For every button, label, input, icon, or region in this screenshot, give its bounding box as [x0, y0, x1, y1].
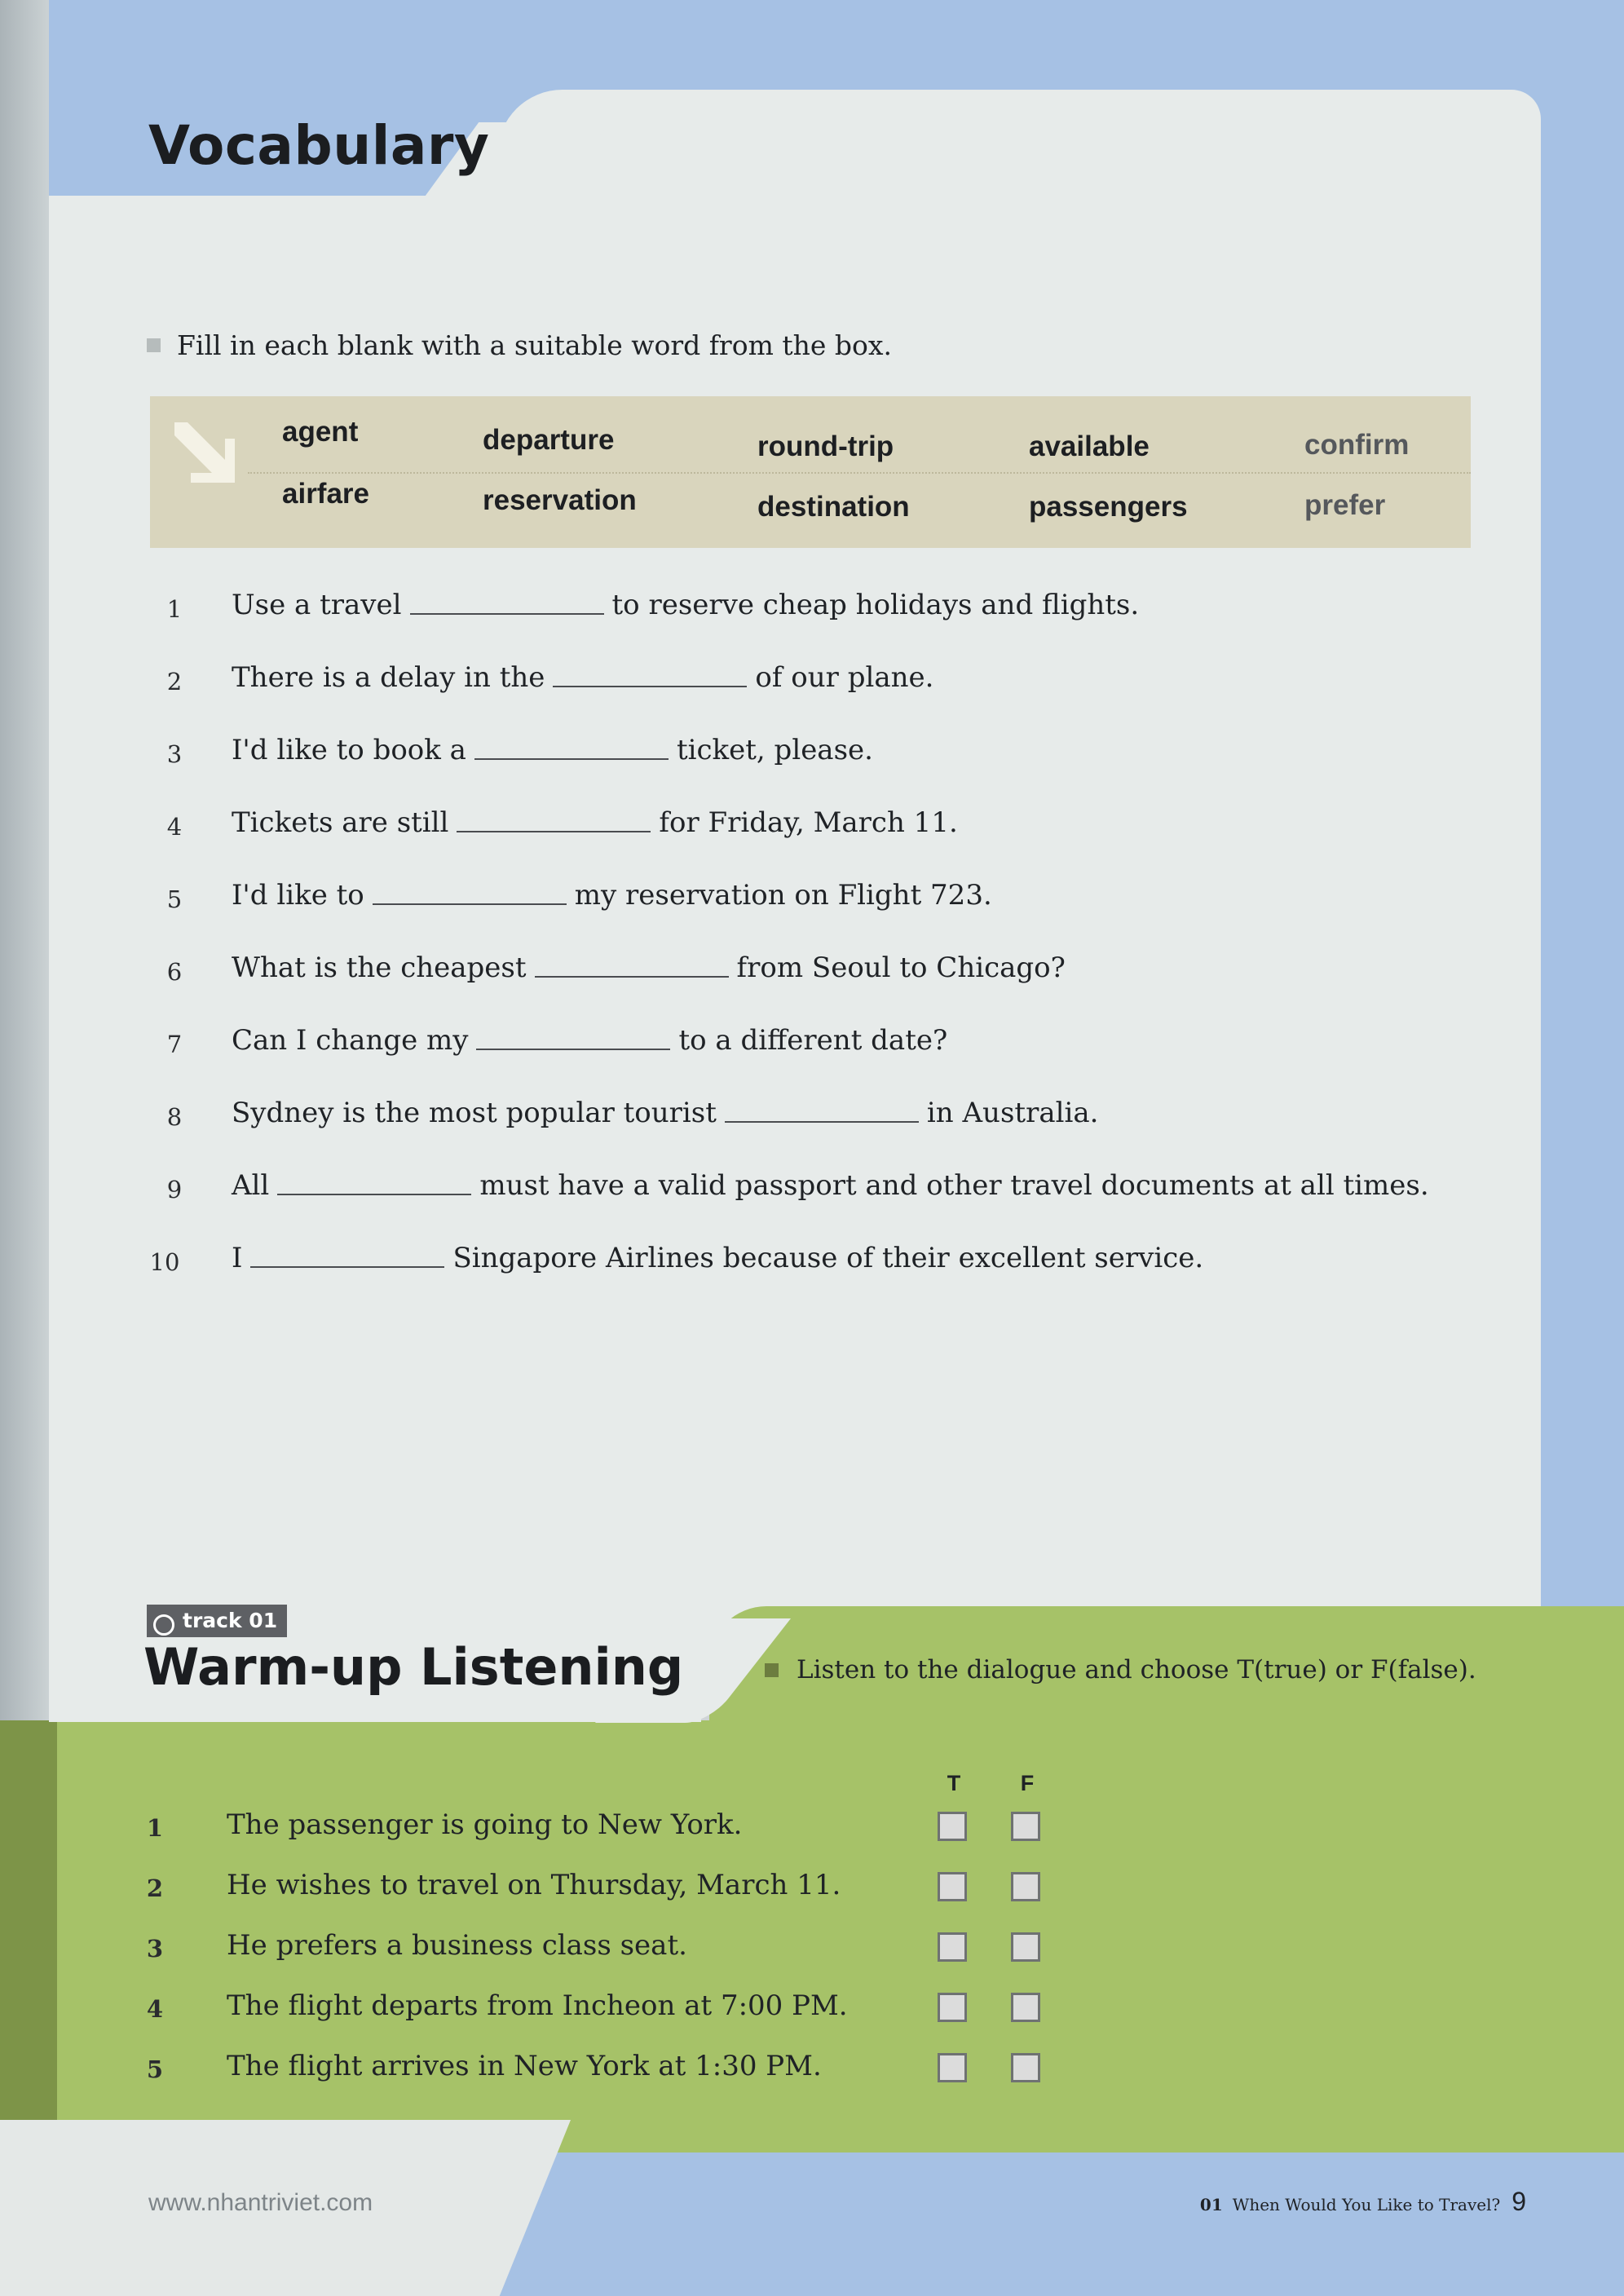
statement-text: The flight departs from Incheon at 7:00 PM. — [227, 1989, 848, 2022]
answer-blank[interactable] — [410, 612, 604, 615]
listening-instruction-text: Listen to the dialogue and choose T(true) or F(false). — [797, 1655, 1476, 1684]
answer-blank[interactable] — [277, 1192, 471, 1195]
word-box-divider — [248, 472, 1471, 474]
question-number: 5 — [166, 885, 183, 913]
question-6 — [232, 952, 1066, 984]
question-text-before: Use a travel — [232, 589, 402, 621]
word-passengers: passengers — [1029, 491, 1188, 523]
question-3 — [232, 734, 873, 766]
answer-blank[interactable] — [373, 902, 567, 905]
question-text-after: to a different date? — [678, 1024, 948, 1057]
question-text-after: must have a valid passport and other travel documents at all times. — [479, 1169, 1429, 1202]
answer-blank[interactable] — [535, 974, 729, 978]
arrow-down-right-icon — [168, 416, 241, 489]
question-7 — [232, 1024, 947, 1057]
statement-text: He wishes to travel on Thursday, March 11. — [227, 1869, 841, 1901]
statement-number: 5 — [146, 2055, 164, 2083]
word-reservation: reservation — [483, 484, 637, 516]
chapter-title: When Would You Like to Travel? — [1232, 2195, 1501, 2214]
question-number: 10 — [149, 1248, 180, 1276]
track-label[interactable] — [147, 1605, 287, 1637]
word-prefer: prefer — [1304, 489, 1386, 521]
statement-number: 1 — [146, 1814, 164, 1842]
statement-text: He prefers a business class seat. — [227, 1929, 687, 1962]
question-number: 8 — [166, 1103, 183, 1131]
word-agent: agent — [282, 416, 359, 448]
answer-blank[interactable] — [725, 1119, 919, 1123]
true-checkbox[interactable] — [938, 1812, 967, 1841]
false-checkbox[interactable] — [1011, 1872, 1040, 1901]
statement-number: 3 — [146, 1935, 164, 1963]
vocabulary-instruction-text: Fill in each blank with a suitable word from the box. — [177, 329, 892, 361]
question-5 — [232, 879, 992, 912]
word-airfare: airfare — [282, 478, 370, 510]
question-text-after: Singapore Airlines because of their excellent service. — [452, 1242, 1204, 1274]
answer-blank[interactable] — [457, 829, 651, 832]
false-checkbox[interactable] — [1011, 1993, 1040, 2022]
true-column-header: T — [947, 1771, 961, 1795]
question-text-before: Sydney is the most popular tourist — [232, 1097, 717, 1129]
statement-text: The flight arrives in New York at 1:30 PM. — [227, 2050, 822, 2082]
question-4 — [232, 806, 958, 839]
question-number: 1 — [166, 595, 183, 623]
listening-title: Warm-up Listening — [143, 1637, 684, 1697]
false-column-header: F — [1020, 1771, 1035, 1795]
false-checkbox[interactable] — [1011, 1812, 1040, 1841]
question-2 — [232, 661, 933, 694]
answer-blank[interactable] — [474, 757, 669, 760]
true-checkbox[interactable] — [938, 1993, 967, 2022]
question-text-after: for Friday, March 11. — [659, 806, 958, 839]
false-checkbox[interactable] — [1011, 1932, 1040, 1962]
false-checkbox[interactable] — [1011, 2053, 1040, 2082]
page-number: 9 — [1511, 2187, 1526, 2216]
question-10 — [232, 1242, 1203, 1274]
question-number: 9 — [166, 1176, 183, 1203]
question-number: 4 — [166, 813, 183, 841]
statement-number: 4 — [146, 1995, 164, 2023]
word-departure: departure — [483, 424, 615, 456]
publisher-url: www.nhantriviet.com — [148, 2189, 373, 2216]
question-text-before: All — [232, 1169, 270, 1202]
question-number: 3 — [166, 740, 183, 768]
true-checkbox[interactable] — [938, 1872, 967, 1901]
word-round-trip: round-trip — [757, 430, 894, 462]
listening-panel-shadow — [0, 1720, 57, 2161]
answer-blank[interactable] — [553, 684, 747, 687]
question-number: 6 — [166, 958, 183, 986]
running-footer — [1200, 2187, 1526, 2217]
statement-text: The passenger is going to New York. — [227, 1808, 743, 1841]
answer-blank[interactable] — [476, 1047, 670, 1050]
chapter-number: 01 — [1199, 2195, 1223, 2214]
disc-icon — [153, 1614, 174, 1636]
vocabulary-panel-tab — [497, 90, 1541, 253]
question-number: 2 — [166, 668, 183, 695]
word-destination: destination — [757, 491, 910, 523]
question-text-before: What is the cheapest — [232, 952, 527, 984]
bullet-square-icon — [765, 1663, 779, 1677]
question-9 — [232, 1169, 1429, 1202]
question-text-before: Can I change my — [232, 1024, 469, 1057]
question-text-after: in Australia. — [926, 1097, 1099, 1129]
answer-blank[interactable] — [250, 1265, 444, 1268]
word-confirm: confirm — [1304, 429, 1410, 461]
question-text-before: Tickets are still — [232, 806, 449, 839]
question-text-before: There is a delay in the — [232, 661, 545, 694]
question-text-before: I'd like to — [232, 879, 364, 912]
question-text-after: from Seoul to Chicago? — [736, 952, 1066, 984]
bullet-square-icon — [147, 338, 161, 352]
true-checkbox[interactable] — [938, 2053, 967, 2082]
question-text-after: of our plane. — [755, 661, 934, 694]
question-text-before: I'd like to book a — [232, 734, 466, 766]
word-box — [150, 396, 1471, 548]
question-text-after: ticket, please. — [676, 734, 873, 766]
question-1 — [232, 589, 1139, 621]
question-text-before: I — [232, 1242, 243, 1274]
statement-number: 2 — [146, 1874, 164, 1902]
vocabulary-instruction — [147, 329, 892, 361]
vocabulary-title: Vocabulary — [148, 114, 490, 177]
question-number: 7 — [166, 1031, 183, 1058]
question-8 — [232, 1097, 1098, 1129]
track-label-text: track 01 — [183, 1609, 278, 1632]
true-checkbox[interactable] — [938, 1932, 967, 1962]
word-available: available — [1029, 430, 1150, 462]
question-text-after: my reservation on Flight 723. — [574, 879, 992, 912]
question-text-after: to reserve cheap holidays and flights. — [611, 589, 1140, 621]
listening-instruction — [765, 1655, 1476, 1684]
